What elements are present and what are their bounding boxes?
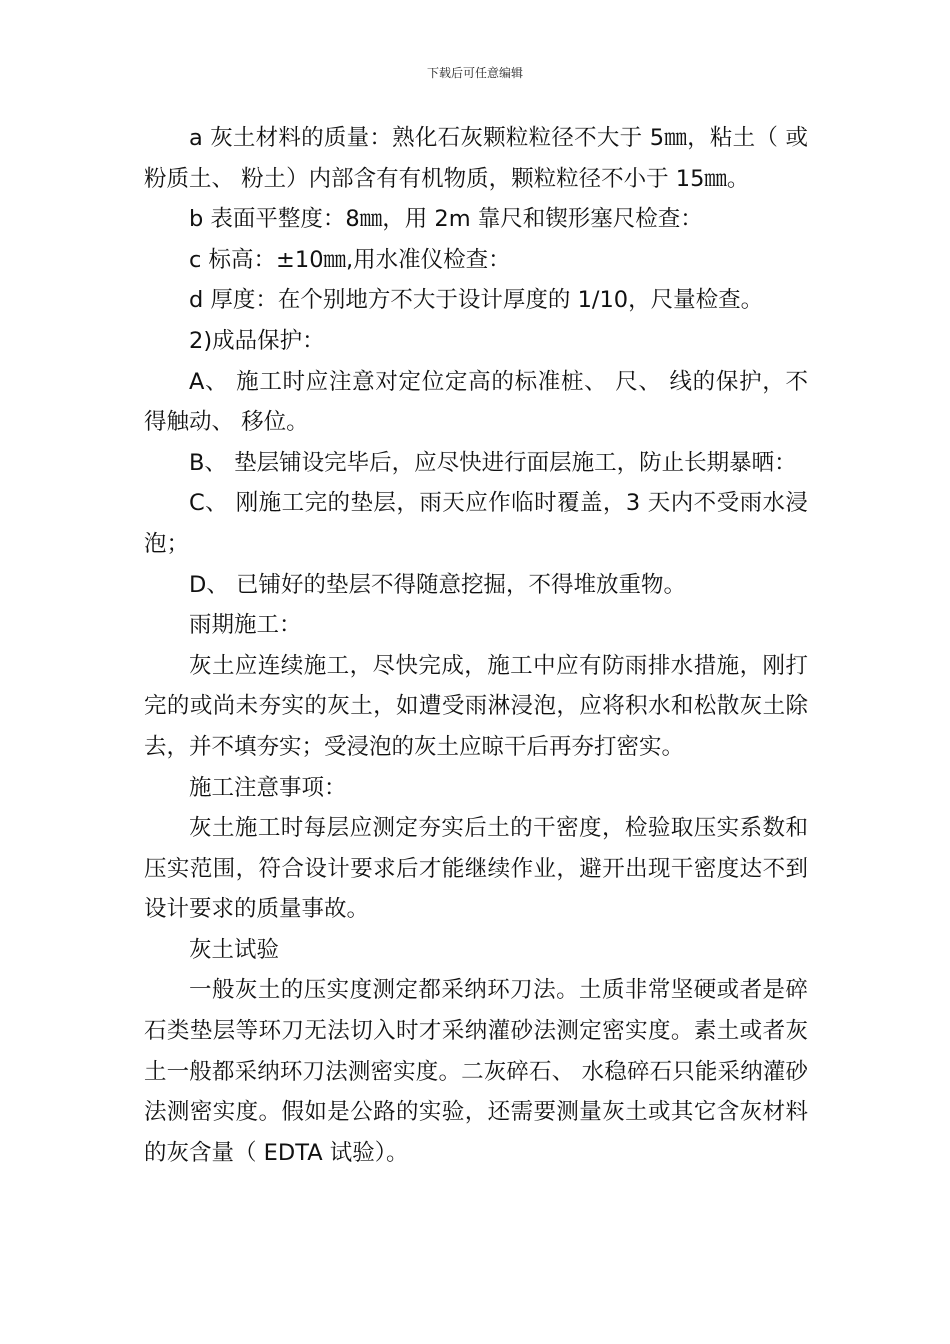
page-header: 下载后可任意编辑 <box>426 66 523 80</box>
paragraph-thickness: d 厚度：在个别地方不大于设计厚度的 1/10，尺量检查。 <box>189 287 764 314</box>
paragraph-protection-a: A、 施工时应注意对定位定高的标准桩、 尺、 线的保护，不得触动、 移位。 <box>144 368 808 436</box>
paragraph-test: 一般灰土的压实度测定都采纳环刀法。土质非常坚硬或者是碎石类垫层等环刀无法切入时才采纳灌砂法测定密实度。素土或者灰土一般都采纳环刀法测密实度。二灰碎石、 水稳碎石只能采纳灌砂法测密实度。假如是公路的实验，还需要测量灰土或其它含灰材料的灰含量（ EDTA 试验）。 <box>144 977 808 1166</box>
section-heading-precautions: 施工注意事项： <box>189 774 347 801</box>
paragraph-precautions: 灰土施工时每层应测定夯实后土的干密度，检验取压实系数和压实范围，符合设计要求后才能继续作业，避开出现干密度达不到设计要求的质量事故。 <box>144 815 808 923</box>
paragraph-quality: a 灰土材料的质量：熟化石灰颗粒粒径不大于 5㎜，粘土（ 或粉质土、 粉土）内部含有有机物质，颗粒粒径不小于 15㎜。 <box>144 125 808 192</box>
paragraph-flatness: b 表面平整度：8㎜，用 2m 靠尺和锲形塞尺检查： <box>189 206 703 233</box>
document-body <box>144 118 808 1173</box>
paragraph-protection-d: D、 已铺好的垫层不得随意挖掘，不得堆放重物。 <box>189 571 686 598</box>
paragraph-rainy-season: 灰土应连续施工，尽快完成，施工中应有防雨排水措施，刚打完的或尚未夯实的灰土，如遭受雨淋浸泡，应将积水和松散灰土除去，并不填夯实；受浸泡的灰土应晾干后再夯打密实。 <box>144 652 808 760</box>
section-heading-test: 灰土试验 <box>189 936 280 963</box>
paragraph-elevation: c 标高：±10㎜,用水准仪检查： <box>189 246 511 273</box>
section-heading-protection: 2)成品保护： <box>189 327 325 354</box>
paragraph-protection-b: B、 垫层铺设完毕后，应尽快进行面层施工，防止长期暴晒： <box>189 449 797 476</box>
section-heading-rainy-season: 雨期施工： <box>189 612 302 639</box>
paragraph-protection-c: C、 刚施工完的垫层，雨天应作临时覆盖，3 天内不受雨水浸泡； <box>144 490 808 557</box>
